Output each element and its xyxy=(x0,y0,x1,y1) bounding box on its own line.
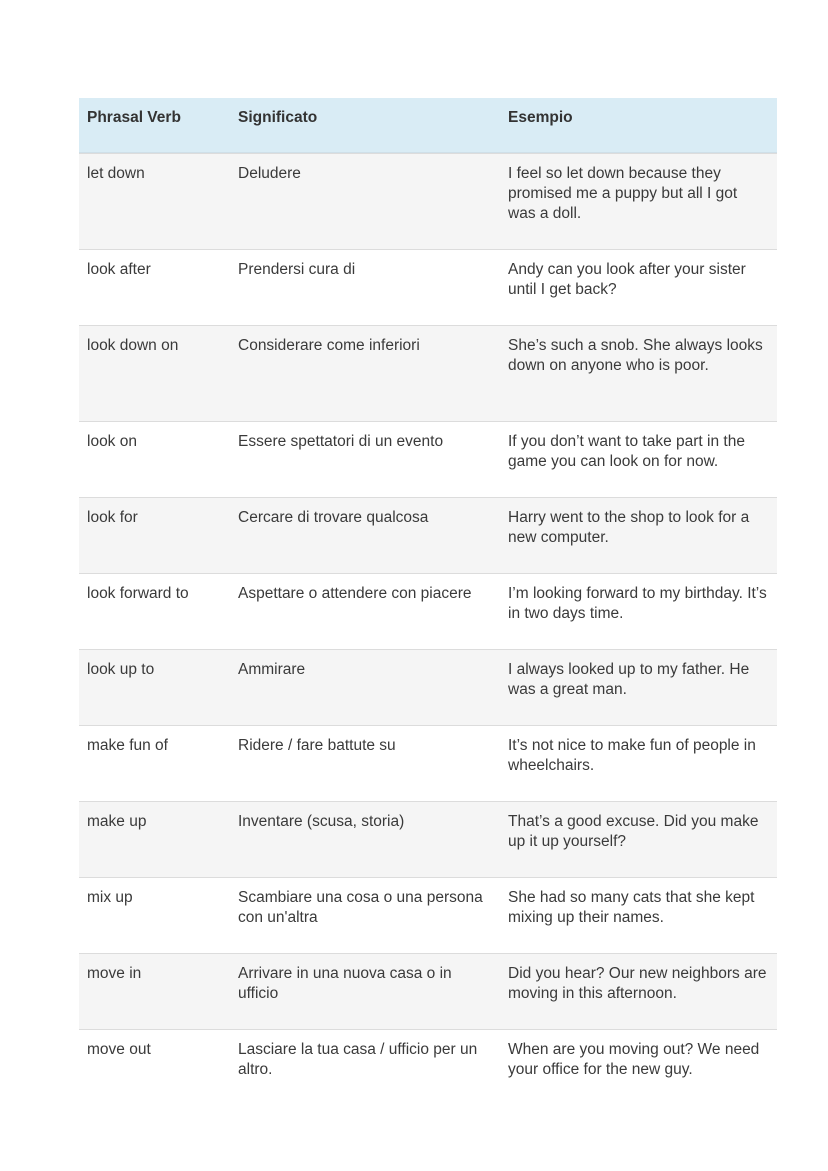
meaning-cell: Deludere xyxy=(238,165,301,182)
meaning-cell: Lasciare la tua casa / ufficio per un altro. xyxy=(238,1041,478,1078)
meaning-cell: Ridere / fare battute su xyxy=(238,737,396,754)
verb-cell: look on xyxy=(87,433,137,450)
meaning-cell: Cercare di trovare qualcosa xyxy=(238,509,429,526)
header-significato: Significato xyxy=(238,109,318,126)
table-row xyxy=(79,953,777,1029)
table-row xyxy=(79,325,777,421)
example-cell: That’s a good excuse. Did you make up it up yourself? xyxy=(508,813,759,850)
meaning-cell: Arrivare in una nuova casa o in ufficio xyxy=(238,965,452,1002)
verb-cell: move out xyxy=(87,1041,151,1058)
example-cell: When are you moving out? We need your office for the new guy. xyxy=(508,1041,760,1078)
meaning-cell: Inventare (scusa, storia) xyxy=(238,813,405,830)
table-row xyxy=(79,877,777,953)
verb-cell: make up xyxy=(87,813,147,830)
example-cell: Harry went to the shop to look for a new computer. xyxy=(508,509,750,546)
verb-cell: move in xyxy=(87,965,142,982)
table-row xyxy=(79,249,777,325)
verb-cell: mix up xyxy=(87,889,133,906)
table-row xyxy=(79,421,777,497)
verb-cell: look down on xyxy=(87,337,179,354)
verb-cell: look forward to xyxy=(87,585,189,602)
verb-cell: look up to xyxy=(87,661,155,678)
example-cell: Andy can you look after your sister until I get back? xyxy=(508,261,746,298)
example-cell: It’s not nice to make fun of people in wheelchairs. xyxy=(508,737,756,774)
table-row xyxy=(79,725,777,801)
verb-cell: look for xyxy=(87,509,138,526)
verb-cell: make fun of xyxy=(87,737,168,754)
example-cell: I’m looking forward to my birthday. It’s in two days time. xyxy=(508,585,767,622)
example-cell: I always looked up to my father. He was a great man. xyxy=(508,661,750,698)
table-row xyxy=(79,649,777,725)
example-cell: She’s such a snob. She always looks down on anyone who is poor. xyxy=(508,337,763,374)
header-phrasal-verb: Phrasal Verb xyxy=(87,109,181,126)
example-cell: I feel so let down because they promised me a puppy but all I got was a doll. xyxy=(508,165,738,222)
verb-cell: look after xyxy=(87,261,151,278)
example-cell: If you don’t want to take part in the game you can look on for now. xyxy=(508,433,745,470)
phrasal-verbs-table xyxy=(79,98,777,1105)
table-row xyxy=(79,573,777,649)
table-header xyxy=(79,98,777,153)
meaning-cell: Scambiare una cosa o una persona con un'altra xyxy=(238,889,483,926)
meaning-cell: Considerare come inferiori xyxy=(238,337,420,354)
meaning-cell: Prendersi cura di xyxy=(238,261,356,278)
example-cell: Did you hear? Our new neighbors are moving in this afternoon. xyxy=(508,965,767,1002)
table-row xyxy=(79,497,777,573)
verb-cell: let down xyxy=(87,165,145,182)
table-row xyxy=(79,1029,777,1105)
table-row xyxy=(79,801,777,877)
example-cell: She had so many cats that she kept mixing up their names. xyxy=(508,889,755,926)
meaning-cell: Ammirare xyxy=(238,661,306,678)
table-row xyxy=(79,153,777,249)
meaning-cell: Essere spettatori di un evento xyxy=(238,433,444,450)
header-esempio: Esempio xyxy=(508,109,573,126)
meaning-cell: Aspettare o attendere con piacere xyxy=(238,585,472,602)
